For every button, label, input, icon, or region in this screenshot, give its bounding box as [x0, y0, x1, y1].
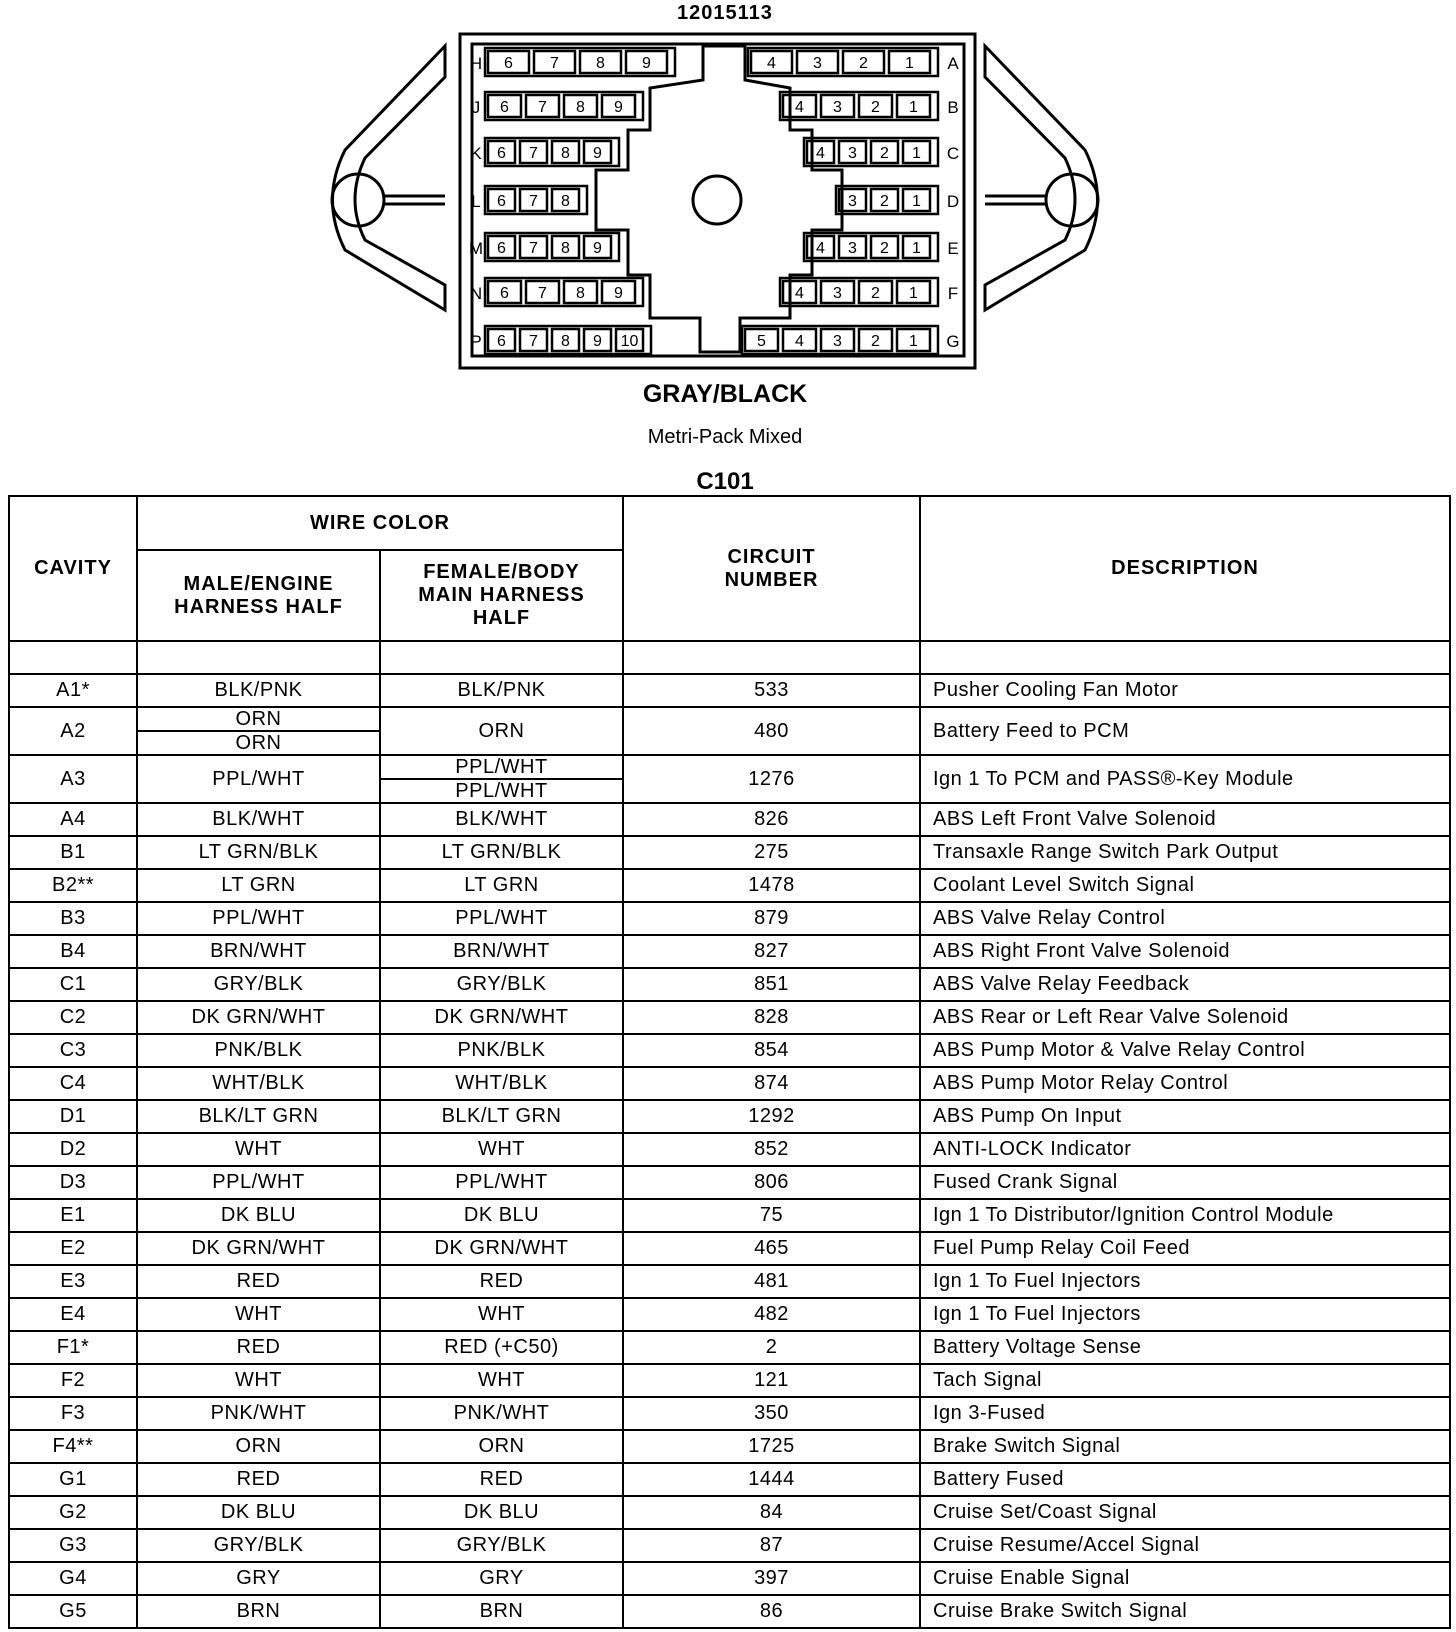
- female-color-cell: BLK/WHT: [380, 803, 623, 836]
- cavity-pin-number: 1: [912, 193, 921, 210]
- cavity-cell: B2**: [9, 869, 137, 902]
- female-color-cell: RED (+C50): [380, 1331, 623, 1364]
- circuit-number-cell: 2: [623, 1331, 920, 1364]
- table-row: [9, 1595, 1450, 1628]
- male-color-cell: WHT/BLK: [137, 1067, 380, 1100]
- male-color-cell: WHT: [137, 1133, 380, 1166]
- cavity-pin-number: 8: [561, 145, 570, 162]
- cavity-pin-number: 6: [497, 193, 506, 210]
- cavity-pin-number: 10: [620, 333, 639, 350]
- circuit-number-cell: 86: [623, 1595, 920, 1628]
- male-color-cell: BRN: [137, 1595, 380, 1628]
- header-male-line2: HARNESS HALF: [174, 595, 343, 618]
- female-color-cell: WHT/BLK: [380, 1067, 623, 1100]
- female-color-cell: PPL/WHT: [380, 902, 623, 935]
- female-color-cell: ORN: [380, 1430, 623, 1463]
- cavity-cell: F4**: [9, 1430, 137, 1463]
- cavity-pin-number: 6: [497, 240, 506, 257]
- cavity-pin-number: 7: [550, 55, 559, 72]
- cavity-pin-number: 8: [561, 193, 570, 210]
- cavity-row-letter: H: [469, 54, 483, 73]
- connector-part-number: 12015113: [677, 2, 773, 24]
- cavity-pin-number: 2: [871, 99, 880, 116]
- cavity-pin-number: 4: [767, 55, 776, 72]
- header-circuit-number: [623, 496, 920, 641]
- header-female-harness: [380, 550, 623, 641]
- cavity-cell: D3: [9, 1166, 137, 1199]
- cavity-cell: C1: [9, 968, 137, 1001]
- cavity-cell: G4: [9, 1562, 137, 1595]
- description-cell: Battery Voltage Sense: [920, 1331, 1450, 1364]
- cavity-pin-number: 1: [909, 285, 918, 302]
- cavity-cell: D1: [9, 1100, 137, 1133]
- cavity-pin-number: 6: [500, 99, 509, 116]
- cavity-pin-number: 7: [529, 145, 538, 162]
- cavity-cell: F3: [9, 1397, 137, 1430]
- cavity-cell: A1*: [9, 674, 137, 707]
- female-color-cell: WHT: [380, 1364, 623, 1397]
- cavity-pin-number: 3: [848, 145, 857, 162]
- description-cell: Cruise Resume/Accel Signal: [920, 1529, 1450, 1562]
- circuit-number-cell: 852: [623, 1133, 920, 1166]
- cavity-pin-number: 7: [538, 99, 547, 116]
- cavity-pin-number: 1: [905, 55, 914, 72]
- male-color-cell: [137, 707, 380, 755]
- cavity-cell: A3: [9, 755, 137, 803]
- cavity-pin-number: 1: [912, 240, 921, 257]
- cavity-cell: E2: [9, 1232, 137, 1265]
- circuit-number-cell: 84: [623, 1496, 920, 1529]
- circuit-number-cell: 87: [623, 1529, 920, 1562]
- female-color-cell: GRY: [380, 1562, 623, 1595]
- cavity-pin-number: 9: [642, 55, 651, 72]
- cavity-pin-number: 4: [795, 333, 804, 350]
- cavity-pin-number: 1: [909, 333, 918, 350]
- cavity-pin-number: 3: [833, 333, 842, 350]
- table-row: [9, 1232, 1450, 1265]
- circuit-number-cell: 1478: [623, 869, 920, 902]
- cavity-pin-number: 7: [529, 240, 538, 257]
- cavity-pin-number: 3: [833, 285, 842, 302]
- cavity-pin-number: 7: [538, 285, 547, 302]
- circuit-number-cell: 397: [623, 1562, 920, 1595]
- cavity-pin-number: 3: [813, 55, 822, 72]
- cavity-pin-number: 9: [593, 240, 602, 257]
- male-color-cell: BLK/LT GRN: [137, 1100, 380, 1133]
- female-color-cell: DK GRN/WHT: [380, 1232, 623, 1265]
- circuit-number-cell: 533: [623, 674, 920, 707]
- male-color-cell: LT GRN: [137, 869, 380, 902]
- table-row: [9, 1166, 1450, 1199]
- cavity-row-letter: L: [471, 192, 481, 211]
- cavity-pin-number: 4: [816, 145, 825, 162]
- cavity-pin-number: 2: [871, 333, 880, 350]
- connector-type: Metri-Pack Mixed: [647, 426, 803, 448]
- description-cell: ABS Rear or Left Rear Valve Solenoid: [920, 1001, 1450, 1034]
- table-row: [9, 1331, 1450, 1364]
- cavity-pin-number: 2: [859, 55, 868, 72]
- description-cell: ABS Pump Motor Relay Control: [920, 1067, 1450, 1100]
- cavity-pin-number: 6: [500, 285, 509, 302]
- cavity-row-letter: F: [947, 284, 959, 303]
- description-cell: ABS Pump Motor & Valve Relay Control: [920, 1034, 1450, 1067]
- header-female-line1: FEMALE/BODY: [423, 561, 580, 583]
- cavity-cell: D2: [9, 1133, 137, 1166]
- circuit-number-cell: 465: [623, 1232, 920, 1265]
- header-cavity: CAVITY: [9, 496, 137, 641]
- cavity-pin-number: 5: [757, 333, 766, 350]
- description-cell: Ign 1 To Fuel Injectors: [920, 1265, 1450, 1298]
- description-cell: Cruise Enable Signal: [920, 1562, 1450, 1595]
- table-row: [9, 869, 1450, 902]
- table-row: [9, 836, 1450, 869]
- female-color-cell-part: PPL/WHT: [381, 756, 622, 780]
- description-cell: Ign 1 To Distributor/Ignition Control Module: [920, 1199, 1450, 1232]
- male-color-cell: RED: [137, 1463, 380, 1496]
- female-color-cell: [380, 755, 623, 803]
- cavity-pin-number: 3: [848, 193, 857, 210]
- header-male-line1: MALE/ENGINE: [183, 572, 334, 595]
- description-cell: Cruise Set/Coast Signal: [920, 1496, 1450, 1529]
- cavity-cell: E1: [9, 1199, 137, 1232]
- circuit-number-cell: 826: [623, 803, 920, 836]
- table-row: [9, 902, 1450, 935]
- cavity-cell: B4: [9, 935, 137, 968]
- cavity-cell: G2: [9, 1496, 137, 1529]
- cavity-row-letter: G: [946, 332, 960, 351]
- description-cell: Tach Signal: [920, 1364, 1450, 1397]
- cavity-cell: F1*: [9, 1331, 137, 1364]
- description-cell: Battery Fused: [920, 1463, 1450, 1496]
- table-row: [9, 1430, 1450, 1463]
- cavity-cell: B1: [9, 836, 137, 869]
- female-color-cell: PPL/WHT: [380, 1166, 623, 1199]
- female-color-cell: WHT: [380, 1133, 623, 1166]
- cavity-pin-number: 9: [593, 145, 602, 162]
- circuit-number-cell: 1276: [623, 755, 920, 803]
- circuit-number-cell: 481: [623, 1265, 920, 1298]
- center-key-hole: [693, 176, 741, 224]
- female-color-cell: ORN: [380, 707, 623, 755]
- male-color-cell: DK GRN/WHT: [137, 1001, 380, 1034]
- circuit-number-cell: 275: [623, 836, 920, 869]
- female-color-cell: DK BLU: [380, 1199, 623, 1232]
- female-color-cell: RED: [380, 1463, 623, 1496]
- connector-name: C101: [696, 468, 754, 495]
- cavity-pin-number: 9: [614, 99, 623, 116]
- description-cell: Brake Switch Signal: [920, 1430, 1450, 1463]
- female-color-cell: BLK/LT GRN: [380, 1100, 623, 1133]
- circuit-number-cell: 482: [623, 1298, 920, 1331]
- circuit-number-cell: 75: [623, 1199, 920, 1232]
- table-row: [9, 1265, 1450, 1298]
- description-cell: ANTI-LOCK Indicator: [920, 1133, 1450, 1166]
- description-cell: Ign 1 To PCM and PASS®-Key Module: [920, 755, 1450, 803]
- cavity-cell: E4: [9, 1298, 137, 1331]
- cavity-row-letter: E: [947, 239, 959, 258]
- table-row: [9, 1001, 1450, 1034]
- pinout-table: [8, 495, 1451, 1629]
- male-color-cell: LT GRN/BLK: [137, 836, 380, 869]
- male-color-cell: ORN: [137, 1430, 380, 1463]
- table-row: [9, 968, 1450, 1001]
- description-cell: Transaxle Range Switch Park Output: [920, 836, 1450, 869]
- description-cell: Battery Feed to PCM: [920, 707, 1450, 755]
- table-row: [9, 1100, 1450, 1133]
- connector-face-diagram: [0, 0, 1456, 400]
- cavity-pin-number: 6: [497, 145, 506, 162]
- male-color-cell: BRN/WHT: [137, 935, 380, 968]
- cavity-pin-number: 8: [576, 99, 585, 116]
- description-cell: Cruise Brake Switch Signal: [920, 1595, 1450, 1628]
- cavity-pin-number: 4: [816, 240, 825, 257]
- cavity-pin-number: 6: [497, 333, 506, 350]
- male-color-cell: WHT: [137, 1364, 380, 1397]
- male-color-cell-part: ORN: [138, 708, 379, 732]
- male-color-cell: DK GRN/WHT: [137, 1232, 380, 1265]
- cavity-cell: B3: [9, 902, 137, 935]
- cavity-cell: G1: [9, 1463, 137, 1496]
- description-cell: Pusher Cooling Fan Motor: [920, 674, 1450, 707]
- cavity-pin-number: 2: [871, 285, 880, 302]
- circuit-number-cell: 480: [623, 707, 920, 755]
- cavity-pin-number: 9: [614, 285, 623, 302]
- right-mount-ear: [985, 46, 1098, 310]
- male-color-cell: BLK/PNK: [137, 674, 380, 707]
- male-color-cell-part: ORN: [235, 732, 282, 754]
- cavity-pin-number: 8: [576, 285, 585, 302]
- male-color-cell: PPL/WHT: [137, 902, 380, 935]
- male-color-cell: GRY/BLK: [137, 968, 380, 1001]
- header-circuit-line2: NUMBER: [724, 568, 819, 591]
- male-color-cell: RED: [137, 1265, 380, 1298]
- female-color-cell: BRN/WHT: [380, 935, 623, 968]
- female-color-cell: PNK/WHT: [380, 1397, 623, 1430]
- cavity-row-letter: D: [946, 192, 960, 211]
- circuit-number-cell: 350: [623, 1397, 920, 1430]
- female-color-cell: BLK/PNK: [380, 674, 623, 707]
- cavity-pin-number: 2: [880, 145, 889, 162]
- cavity-row-letter: N: [469, 284, 483, 303]
- cavity-row-letter: J: [471, 98, 481, 117]
- header-female-line2: MAIN HARNESS: [418, 584, 585, 606]
- circuit-number-cell: 806: [623, 1166, 920, 1199]
- table-row: [9, 803, 1450, 836]
- cavity-pin-number: 8: [561, 240, 570, 257]
- female-color-cell: GRY/BLK: [380, 968, 623, 1001]
- male-color-cell: DK BLU: [137, 1496, 380, 1529]
- male-color-cell: BLK/WHT: [137, 803, 380, 836]
- female-color-cell: LT GRN: [380, 869, 623, 902]
- female-color-cell: LT GRN/BLK: [380, 836, 623, 869]
- cavity-cell: C2: [9, 1001, 137, 1034]
- description-cell: Ign 1 To Fuel Injectors: [920, 1298, 1450, 1331]
- table-row: [9, 707, 1450, 755]
- table-row: [9, 1496, 1450, 1529]
- cavity-pin-number: 1: [909, 99, 918, 116]
- table-row: [9, 1463, 1450, 1496]
- male-color-cell: WHT: [137, 1298, 380, 1331]
- description-cell: ABS Pump On Input: [920, 1100, 1450, 1133]
- cavity-row-letter: C: [946, 144, 960, 163]
- male-color-cell: RED: [137, 1331, 380, 1364]
- cavity-cell: C3: [9, 1034, 137, 1067]
- description-cell: Coolant Level Switch Signal: [920, 869, 1450, 902]
- description-cell: ABS Left Front Valve Solenoid: [920, 803, 1450, 836]
- circuit-number-cell: 827: [623, 935, 920, 968]
- cavity-pin-number: 7: [529, 333, 538, 350]
- cavity-pin-number: 6: [504, 55, 513, 72]
- table-row: [9, 1529, 1450, 1562]
- cavity-row-letter: M: [468, 239, 484, 258]
- cavity-pin-number: 3: [848, 240, 857, 257]
- female-color-cell: PNK/BLK: [380, 1034, 623, 1067]
- female-color-cell: DK GRN/WHT: [380, 1001, 623, 1034]
- female-color-cell: BRN: [380, 1595, 623, 1628]
- cavity-pin-number: 2: [880, 240, 889, 257]
- male-color-cell: DK BLU: [137, 1199, 380, 1232]
- header-description: DESCRIPTION: [920, 496, 1450, 641]
- female-color-cell: GRY/BLK: [380, 1529, 623, 1562]
- female-color-cell-part: PPL/WHT: [455, 780, 548, 802]
- cavity-pin-number: 2: [880, 193, 889, 210]
- cavity-cell: A4: [9, 803, 137, 836]
- header-male-harness: [137, 550, 380, 641]
- male-color-cell: PNK/WHT: [137, 1397, 380, 1430]
- description-cell: Fuel Pump Relay Coil Feed: [920, 1232, 1450, 1265]
- circuit-number-cell: 1725: [623, 1430, 920, 1463]
- table-row: [9, 755, 1450, 803]
- cavity-cell: F2: [9, 1364, 137, 1397]
- female-color-cell: RED: [380, 1265, 623, 1298]
- description-cell: ABS Right Front Valve Solenoid: [920, 935, 1450, 968]
- header-female-line3: HALF: [472, 607, 531, 629]
- male-color-cell: GRY/BLK: [137, 1529, 380, 1562]
- cavity-pin-number: 1: [912, 145, 921, 162]
- table-row: [9, 1034, 1450, 1067]
- cavity-pin-number: 7: [529, 193, 538, 210]
- table-row: [9, 1067, 1450, 1100]
- table-row: [9, 935, 1450, 968]
- female-color-cell: DK BLU: [380, 1496, 623, 1529]
- table-row: [9, 1562, 1450, 1595]
- circuit-number-cell: 874: [623, 1067, 920, 1100]
- connector-color: GRAY/BLACK: [642, 380, 808, 408]
- cavity-row-letter: K: [470, 144, 482, 163]
- table-row: [9, 1199, 1450, 1232]
- header-circuit-line1: CIRCUIT: [727, 545, 816, 568]
- male-color-cell: PPL/WHT: [137, 755, 380, 803]
- header-wire-color: WIRE COLOR: [137, 496, 623, 550]
- male-color-cell: GRY: [137, 1562, 380, 1595]
- cavity-pin-number: 4: [795, 99, 804, 116]
- table-row: [9, 1298, 1450, 1331]
- circuit-number-cell: 851: [623, 968, 920, 1001]
- cavity-cell: G3: [9, 1529, 137, 1562]
- description-cell: ABS Valve Relay Control: [920, 902, 1450, 935]
- circuit-number-cell: 854: [623, 1034, 920, 1067]
- male-color-cell: PPL/WHT: [137, 1166, 380, 1199]
- cavity-pin-number: 4: [795, 285, 804, 302]
- table-row: [9, 1364, 1450, 1397]
- female-color-cell: WHT: [380, 1298, 623, 1331]
- description-cell: Fused Crank Signal: [920, 1166, 1450, 1199]
- cavity-cell: A2: [9, 707, 137, 755]
- cavity-row-letter: P: [470, 332, 482, 351]
- male-color-cell: PNK/BLK: [137, 1034, 380, 1067]
- cavity-pin-number: 8: [561, 333, 570, 350]
- cavity-cell: C4: [9, 1067, 137, 1100]
- circuit-number-cell: 879: [623, 902, 920, 935]
- cavity-row-letter: A: [947, 54, 959, 73]
- circuit-number-cell: 121: [623, 1364, 920, 1397]
- table-row: [9, 1133, 1450, 1166]
- cavity-row-letter: B: [947, 98, 959, 117]
- description-cell: ABS Valve Relay Feedback: [920, 968, 1450, 1001]
- circuit-number-cell: 828: [623, 1001, 920, 1034]
- table-row: [9, 1397, 1450, 1430]
- circuit-number-cell: 1292: [623, 1100, 920, 1133]
- cavity-cell: G5: [9, 1595, 137, 1628]
- cavity-pin-number: 9: [593, 333, 602, 350]
- cavity-pin-number: 3: [833, 99, 842, 116]
- cavity-cell: E3: [9, 1265, 137, 1298]
- description-cell: Ign 3-Fused: [920, 1397, 1450, 1430]
- left-mount-ear: [333, 46, 446, 310]
- circuit-number-cell: 1444: [623, 1463, 920, 1496]
- table-row: [9, 674, 1450, 707]
- cavity-pin-number: 8: [596, 55, 605, 72]
